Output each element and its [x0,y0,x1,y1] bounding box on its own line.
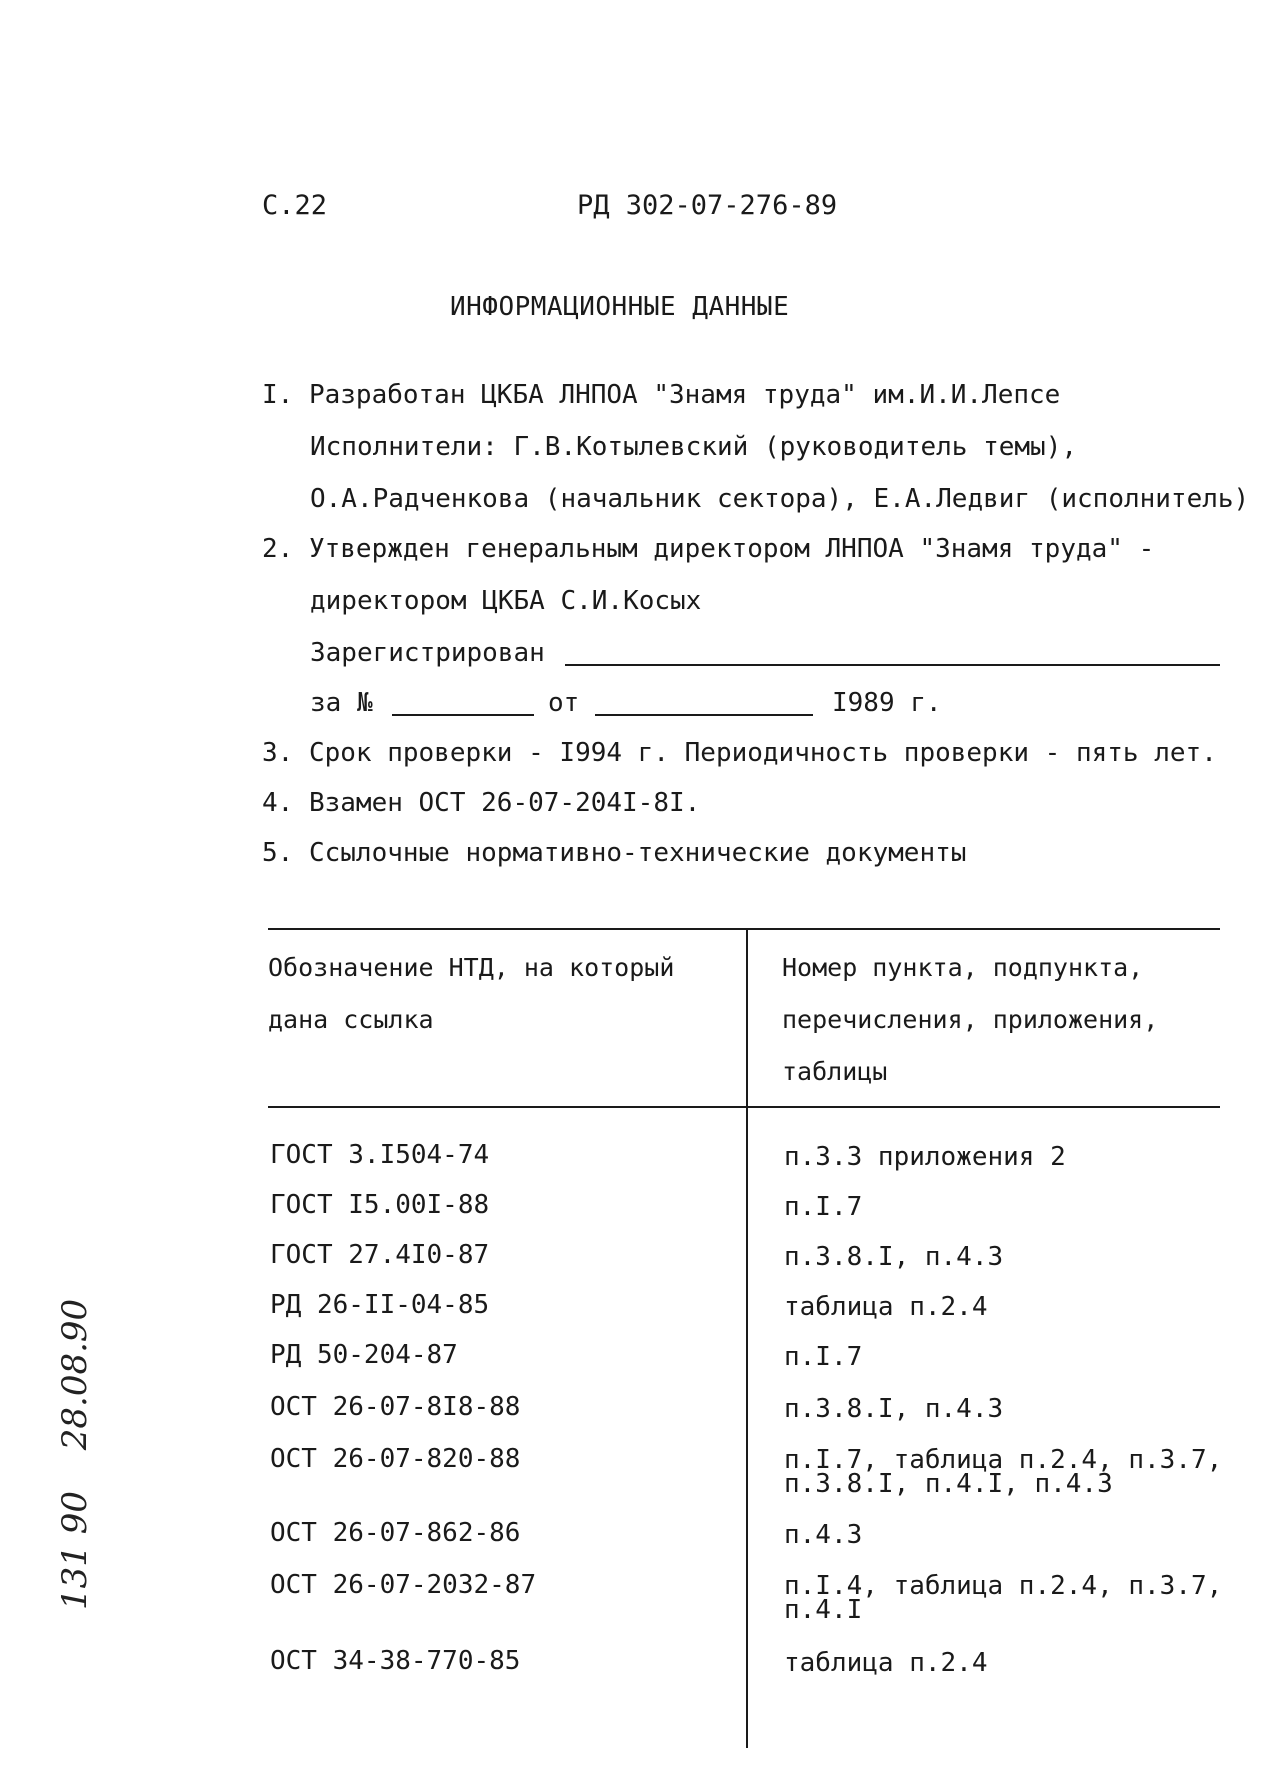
table-row-ref: п.I.7, таблица п.2.4, п.3.7, п.3.8.I, п.4.I, п.4.3 [784,1445,1223,1499]
margin-note-number: 131 90 [55,1491,95,1610]
table-row-doc: ОСТ 26-07-862-86 [270,1518,521,1548]
item2-line2: директором ЦКБА С.И.Косых [310,586,702,616]
table-row-ref: п.3.8.I, п.4.3 [784,1242,1004,1272]
margin-note-date: 28.08.90 [55,1298,95,1451]
table-header-col2: Номер пункта, подпункта, перечисления, приложения, таблицы [782,953,1159,1086]
document-code: РД 302-07-276-89 [577,190,838,221]
table-row-doc: ГОСТ 27.4I0-87 [270,1240,490,1270]
item1-line1: I. Разработан ЦКБА ЛНПОА "Знамя труда" им.И.И.Лепсе [262,380,1061,410]
table-row-doc: ОСТ 26-07-820-88 [270,1444,521,1474]
reg-number-label: за № [310,688,373,718]
handwritten-margin-note [55,1269,95,1610]
table-row-ref: п.I.7 [784,1192,863,1222]
table-row-doc: ГОСТ 3.I504-74 [270,1140,490,1170]
table-row-ref: п.3.3 приложения 2 [784,1142,1066,1172]
table-header-col1: Обозначение НТД, на который дана ссылка [268,953,675,1034]
table-header-rule [268,1106,1220,1108]
table-row-doc: ОСТ 26-07-8I8-88 [270,1392,521,1422]
item1-line2: Исполнители: Г.В.Котылевский (руководитель темы), [310,432,1078,462]
table-row-ref: п.4.3 [784,1520,863,1550]
table-row-doc: ОСТ 26-07-2032-87 [270,1570,537,1600]
item4: 4. Взамен ОСТ 26-07-204I-8I. [262,788,701,818]
registered-label: Зарегистрирован [310,638,545,668]
reg-number-blank-line [392,714,534,716]
reg-year: I989 г. [832,688,942,718]
item5: 5. Ссылочные нормативно-технические документы [262,838,967,868]
reg-date-blank-line [595,714,813,716]
item3: 3. Срок проверки - I994 г. Периодичность проверки - пять лет. [262,738,1217,768]
table-row-ref: п.I.7 [784,1342,863,1372]
table-row-ref: таблица п.2.4 [784,1292,988,1322]
table-top-rule [268,928,1220,930]
table-column-divider [746,928,748,1748]
table-row-ref: таблица п.2.4 [784,1648,988,1678]
item1-line3: О.А.Радченкова (начальник сектора), Е.А.Ледвиг (исполнитель) [310,484,1250,514]
table-row-doc: РД 50-204-87 [270,1340,458,1370]
table-row-ref: п.I.4, таблица п.2.4, п.3.7, п.4.I [784,1571,1223,1625]
table-row-doc: ОСТ 34-38-770-85 [270,1646,521,1676]
reg-from-label: от [548,688,580,718]
registered-blank-line [565,664,1220,666]
item2-line1: 2. Утвержден генеральным директором ЛНПОА "Знамя труда" - [262,534,1155,564]
table-row-ref: п.3.8.I, п.4.3 [784,1394,1004,1424]
page-number: С.22 [262,190,328,221]
table-row-doc: РД 26-II-04-85 [270,1290,490,1320]
section-title: ИНФОРМАЦИОННЫЕ ДАННЫЕ [450,292,790,322]
table-row-doc: ГОСТ I5.00I-88 [270,1190,490,1220]
